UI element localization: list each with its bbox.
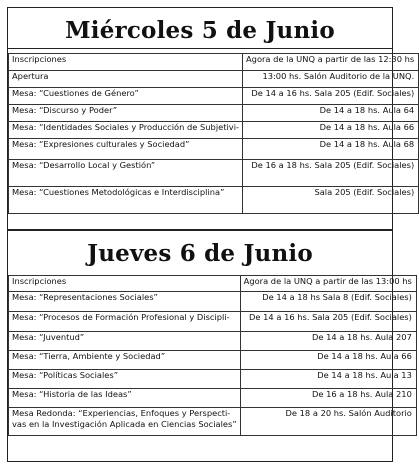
- activity-line: Mesa Redonda: “Experiencias, Enfoques y Perspecti-: [12, 408, 231, 418]
- activity-cell: Inscripciones: [9, 54, 243, 71]
- table-row: [9, 71, 419, 88]
- table-row: [9, 105, 419, 122]
- table-row: [9, 160, 419, 187]
- activity-cell: Mesa: “Desarrollo Local y Gestión”: [9, 160, 243, 187]
- table-row: [9, 292, 417, 312]
- schedule-sheet: [7, 7, 415, 462]
- schedule-table-wednesday: [8, 53, 419, 214]
- table-row: [9, 351, 417, 370]
- activity-cell: Mesa: “Procesos de Formación Profesional y Discipli-: [9, 312, 241, 332]
- table-row: [9, 122, 419, 139]
- activity-cell: Mesa: “Tierra, Ambiente y Sociedad”: [9, 351, 241, 370]
- table-row: [9, 88, 419, 105]
- time-location-cell: Sala 205 (Edif. Sociales): [243, 187, 419, 214]
- time-location-cell: De 16 a 18 hs. Aula 210: [240, 389, 416, 408]
- activity-cell: Apertura: [9, 71, 243, 88]
- time-location-cell: De 14 a 18 hs. Aula 64: [243, 105, 419, 122]
- time-location-cell: Agora de la UNQ a partir de las 12:30 hs: [243, 54, 419, 71]
- table-row: [9, 370, 417, 389]
- table-row: [9, 54, 419, 71]
- time-location-cell: De 14 a 18 hs. Aula 13: [240, 370, 416, 389]
- activity-cell: Mesa: “Cuestiones de Género”: [9, 88, 243, 105]
- day-divider: [8, 229, 392, 231]
- table-row: [9, 332, 417, 351]
- time-location-cell: De 16 a 18 hs. Sala 205 (Edif. Sociales): [243, 160, 419, 187]
- title-rule: [8, 48, 392, 49]
- activity-cell: [9, 408, 241, 436]
- table-row: [9, 187, 419, 214]
- table-row: [9, 276, 417, 292]
- time-location-cell: De 14 a 16 hs. Sala 205 (Edif. Sociales): [243, 88, 419, 105]
- activity-cell: Mesa: “Políticas Sociales”: [9, 370, 241, 389]
- activity-cell: Mesa: “Representaciones Sociales”: [9, 292, 241, 312]
- activity-cell: Mesa: “Discurso y Poder”: [9, 105, 243, 122]
- time-location-cell: De 14 a 18 hs. Aula 68: [243, 139, 419, 160]
- activity-cell: Mesa: “Identidades Sociales y Producción de Subjetivi-: [9, 122, 243, 139]
- time-location-cell: De 14 a 18 hs. Aula 207: [240, 332, 416, 351]
- time-location-cell: De 14 a 16 hs. Sala 205 (Edif. Sociales): [240, 312, 416, 332]
- table-row: [9, 139, 419, 160]
- activity-cell: Mesa: “Cuestiones Metodológicas e Interdisciplina”: [9, 187, 243, 214]
- time-location-cell: 13:00 hs. Salón Auditorio de la UNQ.: [243, 71, 419, 88]
- time-location-cell: Agora de la UNQ a partir de las 13:00 hs: [240, 276, 416, 292]
- day-title-thursday: Jueves 6 de Junio: [87, 240, 313, 267]
- activity-cell: Inscripciones: [9, 276, 241, 292]
- time-location-cell: De 18 a 20 hs. Salón Auditorio: [240, 408, 416, 436]
- activity-cell: Mesa: “Juventud”: [9, 332, 241, 351]
- table-row: [9, 389, 417, 408]
- time-location-cell: De 14 a 18 hs. Aula 66: [243, 122, 419, 139]
- day-title-wednesday: Miércoles 5 de Junio: [65, 17, 335, 44]
- table-row: [9, 312, 417, 332]
- activity-cell: Mesa: “Expresiones culturales y Sociedad”: [9, 139, 243, 160]
- activity-line-continued: vas en la Investigación Aplicada en Ciencias Sociales”: [12, 419, 237, 429]
- table-row: [9, 408, 417, 436]
- time-location-cell: De 14 a 18 hs. Aula 66: [240, 351, 416, 370]
- activity-cell: Mesa: “Historia de las Ideas”: [9, 389, 241, 408]
- schedule-table-thursday: [8, 275, 417, 436]
- time-location-cell: De 14 a 18 hs Sala 8 (Edif. Sociales): [240, 292, 416, 312]
